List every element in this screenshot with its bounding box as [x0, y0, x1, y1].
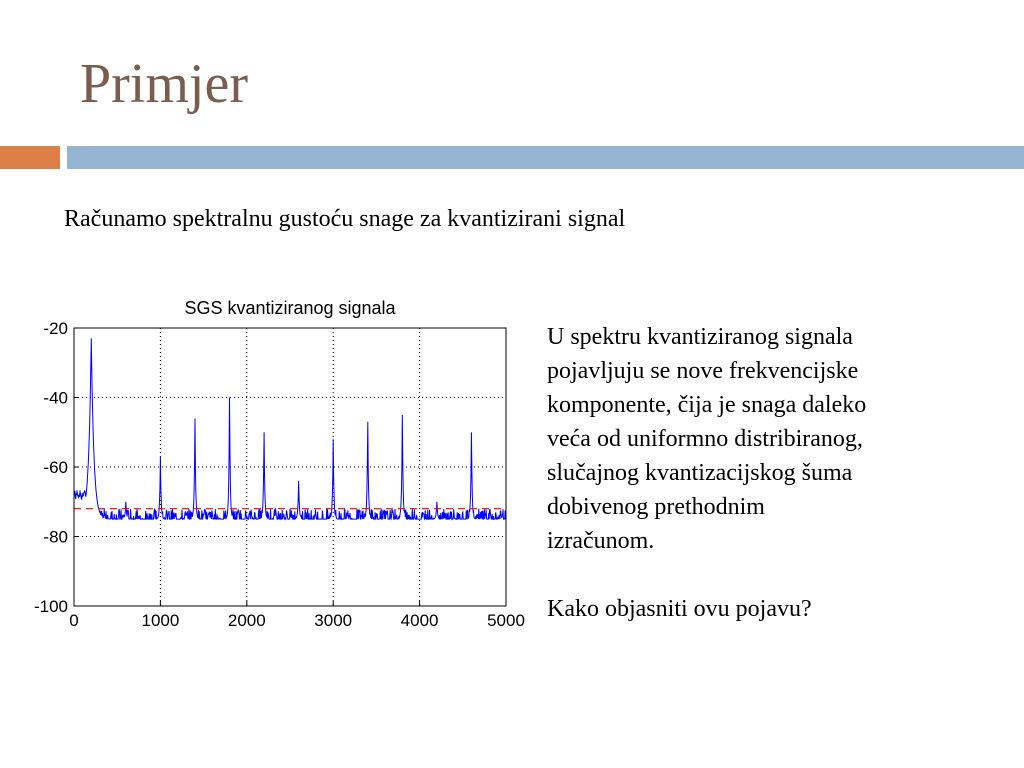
x-tick-label: 4000 — [400, 611, 439, 630]
x-tick-label: 3000 — [314, 611, 353, 630]
y-tick-label: -40 — [43, 388, 68, 408]
explanation-line: izračunom. — [547, 528, 655, 554]
question-text: Kako objasniti ovu pojavu? — [547, 596, 812, 622]
explanation-line: dobivenog prethodnim — [547, 494, 765, 520]
chart-title: SGS kvantiziranog signala — [184, 298, 396, 318]
x-tick-label: 0 — [69, 611, 79, 630]
explanation-text — [547, 320, 987, 626]
accent-bar-blue — [67, 146, 1024, 169]
psd-chart — [20, 290, 540, 635]
x-tick-label: 1000 — [141, 611, 180, 630]
slide-title: Primjer — [80, 53, 248, 115]
explanation-line: veća od uniformno distribiranog, — [547, 426, 863, 452]
x-tick-label: 5000 — [487, 611, 525, 630]
psd-chart-svg — [20, 290, 540, 635]
y-tick-label: -80 — [43, 527, 68, 547]
explanation-line: komponente, čija je snaga daleko — [547, 392, 867, 418]
explanation-line: pojavljuju se nove frekvencijske — [547, 358, 859, 384]
x-tick-label: 2000 — [227, 611, 266, 630]
accent-bar-orange — [0, 146, 60, 169]
y-tick-label: -100 — [33, 597, 68, 616]
explanation-line: slučajnog kvantizacijskog šuma — [547, 460, 853, 486]
explanation-line: U spektru kvantiziranog signala — [547, 324, 853, 350]
y-tick-label: -60 — [43, 458, 68, 477]
slide-subtitle: Računamo spektralnu gustoću snage za kvantizirani signal — [64, 206, 626, 232]
y-tick-label: -20 — [43, 319, 68, 338]
